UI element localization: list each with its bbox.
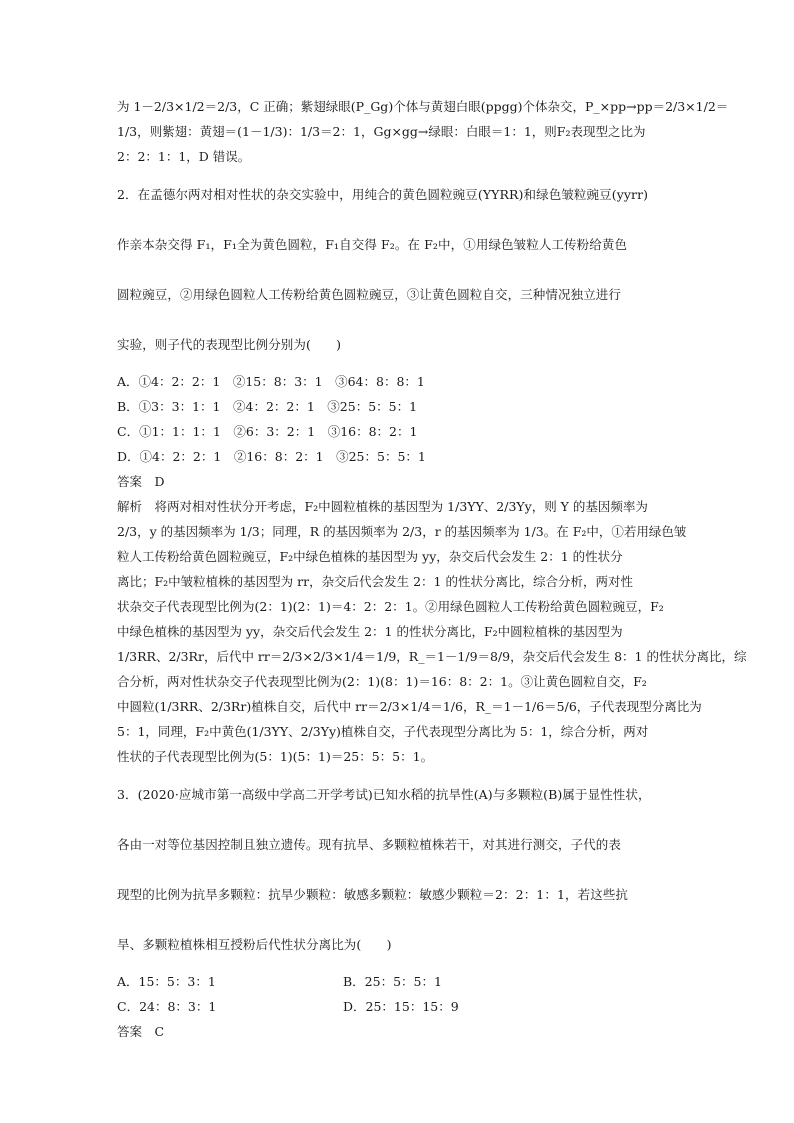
option-a: A．15：5：3：1 [117, 974, 216, 989]
question-stem-line: 各由一对等位基因控制且独立遗传。现有抗旱、多颗粒植株若干，对其进行测交，子代的表 [117, 836, 622, 852]
analysis-line: 5：1，同理，F₂中黄色(1/3YY、2/3Yy)植株自交，子代表现型分离比为 5：1，综合分析，两对 [117, 724, 649, 739]
analysis-line: 2/3，y 的基因频率为 1/3；同理，R 的基因频率为 2/3，r 的基因频率为 1/3。在 F₂中，①若用绿色皱 [117, 524, 687, 539]
option-d: D．①4：2：2：1 ②16：8：2：1 ③25：5：5：1 [117, 449, 426, 464]
document-content [117, 98, 747, 1041]
text-line: 为 1－2/3×1/2＝2/3，C 正确；紫翅绿眼(P_Gg)个体与黄翅白眼(ppgg)个体杂交，P_×pp→pp＝2/3×1/2＝ [117, 99, 729, 114]
previous-analysis [117, 98, 729, 166]
analysis-line: 性状的子代表现型比例为(5：1)(5：1)＝25：5：5：1。 [117, 749, 434, 764]
text-line: 1/3，则紫翅：黄翅＝(1－1/3)：1/3＝2：1，Gg×gg→绿眼：白眼＝1：1，则F₂表现型之比为 [117, 124, 646, 139]
option-b: B．25：5：5：1 [343, 974, 442, 989]
answer: 答案 C [117, 1024, 165, 1039]
analysis-line: 状杂交子代表现型比例为(2：1)(2：1)＝4：2：2：1。②用绿色圆粒人工传粉给黄色圆粒豌豆，F₂ [117, 599, 664, 614]
text-line: 2：2：1：1，D 错误。 [117, 149, 251, 164]
option-c: C．①1：1：1：1 ②6：3：2：1 ③16：8：2：1 [117, 424, 418, 439]
analysis-line: 离比；F₂中皱粒植株的基因型为 rr，杂交后代会发生 2：1 的性状分离比，综合分析，两对性 [117, 574, 633, 589]
option-b: B．①3：3：1：1 ②4：2：2：1 ③25：5：5：1 [117, 399, 418, 414]
option-row [117, 998, 682, 1016]
analysis-line: 合分析，两对性状杂交子代表现型比例为(2：1)(8：1)＝16：8：2：1。③让黄色圆粒自交，F₂ [117, 674, 647, 689]
option-c: C．24：8：3：1 [117, 999, 217, 1014]
option-row [117, 973, 682, 991]
question-stem-line: 圆粒豌豆，②用绿色圆粒人工传粉给黄色圆粒豌豆，③让黄色圆粒自交，三种情况独立进行 [117, 286, 622, 302]
option-d: D．25：15：15：9 [343, 999, 459, 1014]
question-3 [117, 786, 682, 1042]
analysis-line: 1/3RR、2/3Rr，后代中 rr＝2/3×2/3×1/4＝1/9，R_＝1－1/9＝8/9，杂交后代会发生 8：1 的性状分离比，综 [117, 649, 747, 664]
analysis-line: 粒人工传粉给黄色圆粒豌豆，F₂中绿色植株的基因型为 yy，杂交后代会发生 2：1 的性状分 [117, 549, 623, 564]
question-stem-line: 作亲本杂交得 F₁，F₁全为黄色圆粒，F₁自交得 F₂。在 F₂中，①用绿色皱粒人工传粉给黄色 [117, 236, 628, 252]
option-a: A．①4：2：2：1 ②15：8：3：1 ③64：8：8：1 [117, 374, 425, 389]
analysis-line: 解析 将两对相对性状分开考虑，F₂中圆粒植株的基因型为 1/3YY、2/3Yy，则 Y 的基因频率为 [117, 499, 648, 514]
question-stem-line: 现型的比例为抗旱多颗粒：抗旱少颗粒：敏感多颗粒：敏感少颗粒＝2：2：1：1，若这些抗 [117, 886, 629, 902]
question-2 [117, 186, 747, 767]
question-stem-line: 2．在孟德尔两对相对性状的杂交实验中，用纯合的黄色圆粒豌豆(YYRR)和绿色皱粒豌豆(yyrr) [117, 186, 649, 202]
answer: 答案 D [117, 474, 165, 489]
analysis-line: 中绿色植株的基因型为 yy，杂交后代会发生 2：1 的性状分离比，F₂中圆粒植株的基因型为 [117, 624, 623, 639]
question-stem-line: 实验，则子代的表现型比例分别为( ) [117, 336, 342, 352]
question-stem-line: 3．(2020·应城市第一高级中学高二开学考试)已知水稻的抗旱性(A)与多颗粒(B)属于显性性状， [117, 786, 651, 802]
question-stem-line: 旱、多颗粒植株相互授粉后代性状分离比为( ) [117, 936, 392, 952]
analysis-line: 中圆粒(1/3RR、2/3Rr)植株自交，后代中 rr＝2/3×1/4＝1/6，R_＝1－1/6＝5/6，子代表现型分离比为 [117, 699, 702, 714]
